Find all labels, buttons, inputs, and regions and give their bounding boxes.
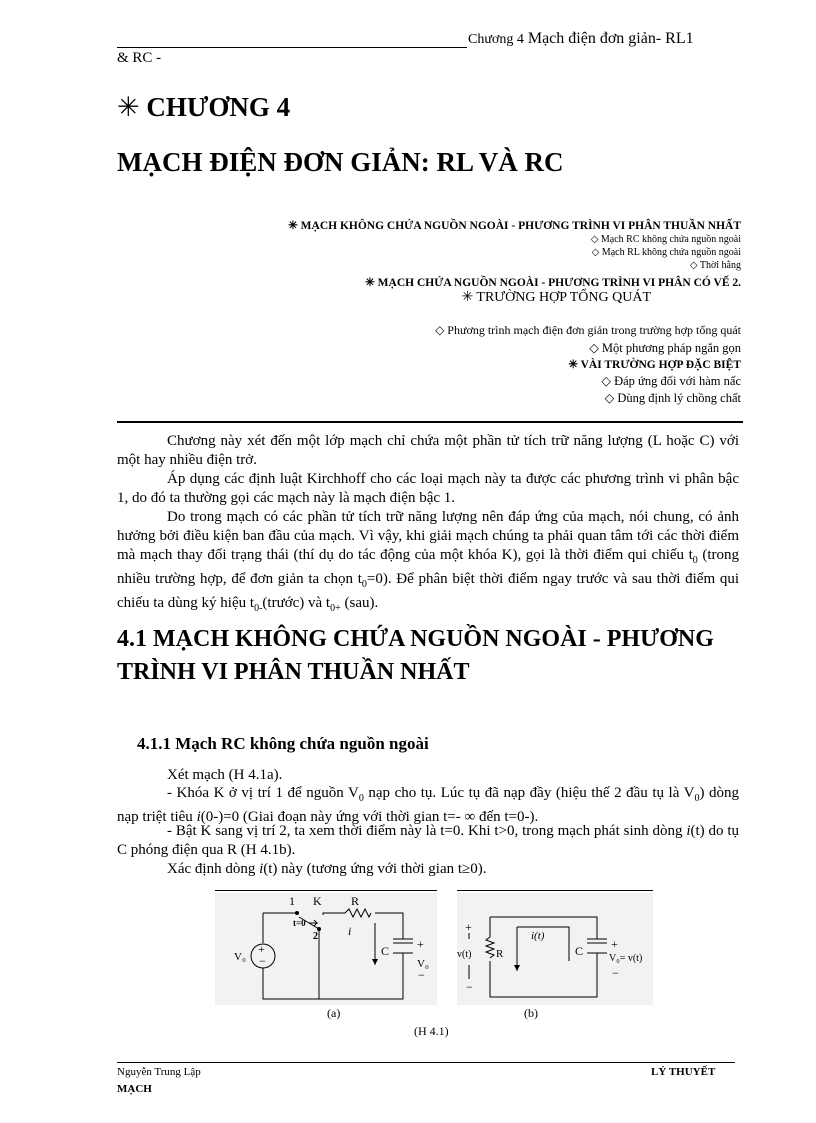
figure-b-caption: (b) — [524, 1006, 538, 1020]
footer-left-label: MẠCH — [117, 1083, 152, 1095]
figure-caption: (H 4.1) — [414, 1024, 449, 1038]
cap-b-minus: − — [612, 966, 619, 980]
toc-item: ◇ Thời hằng — [689, 260, 741, 271]
label-current-i: i — [348, 924, 352, 938]
chapter-title: MẠCH ĐIỆN ĐƠN GIẢN: RL VÀ RC — [117, 147, 564, 177]
intro-paragraph-2: Áp dụng các định luật Kirchhoff cho các loại mạch này ta được các phương trình vi phân bậc 1, do đó ta thường gọi các mạch này là mạch điện bậc 1. — [117, 471, 739, 506]
toc-item: ◇ Dùng định lý chồng chất — [604, 391, 741, 405]
capacitor-plus: + — [417, 937, 424, 951]
label-cap-voltage: V₀= v(t) — [609, 953, 643, 964]
toc-item: ◇ Một phương pháp ngắn gọn — [589, 341, 741, 355]
subsection-title: 4.1.1 Mạch RC không chứa nguồn ngoài — [137, 734, 429, 753]
label-capacitor-c-b: C — [575, 944, 584, 958]
footer-rule — [117, 1062, 735, 1063]
label-source-v0: V₀ — [234, 951, 246, 963]
toc-item: ◇ Đáp ứng đối với hàm nấc — [601, 374, 741, 388]
header-chapter-title: Mạch điện đơn giản- RL — [527, 30, 686, 47]
circuit-diagram-b — [457, 893, 657, 1028]
section-title: 4.1 MẠCH KHÔNG CHỨA NGUỒN NGOÀI - PHƯƠNG TRÌNH VI PHÂN THUẦN NHẤT — [117, 626, 714, 685]
intro-paragraph-1: Chương này xét đến một lớp mạch chỉ chứa một phần tử tích trữ năng lượng (L hoặc C) với một hay nhiều điện trở. — [117, 433, 739, 468]
label-terminal-1: 1 — [289, 894, 295, 908]
intro-paragraph-3: Do trong mạch có các phần tử tích trữ năng lượng nên đáp ứng của mạch, nói chung, có ảnh hưởng bởi điều kiện ban đầu của mạch. Vì vậy, khi giải mạch chúng ta phải quan tâm tới các thời điểm mà mạch thay đổi trạng thái (thí dụ do tác động của một khóa K), gọi là thời điểm qui chiếu $t_0$ (trong nhiều trường hợp, để đơn giản ta chọn $t_0=0$). Để phân biệt thời điểm ngay trước và sau thời điểm qui chiếu ta dùng ký hiệu $t_{0-}(trước)$ và $t_{0+}$ (sau). — [117, 509, 739, 614]
label-capacitor-c: C — [381, 944, 390, 958]
label-t0: t=0 — [293, 918, 306, 928]
running-header — [468, 30, 694, 48]
toc-item: ◇ Mạch RC không chứa nguồn ngoài — [590, 234, 741, 245]
header-page-number: 1 — [685, 30, 694, 47]
section-separator — [117, 421, 743, 423]
source-minus: − — [259, 954, 266, 968]
label-resistor-r-b: R — [496, 948, 504, 960]
toc-item: ◇ Mạch RL không chứa nguồn ngoài — [591, 247, 741, 258]
body-line-4: Xác định dòng i(t) này (tương ứng với thời gian t≥0). — [167, 861, 487, 877]
chapter-label — [117, 92, 290, 123]
header-continuation: & RC - — [117, 50, 162, 66]
source-plus: + — [258, 942, 265, 956]
label-cap-v0: V₀ — [417, 958, 429, 970]
toc-item: ✳ TRƯỜNG HỢP TỔNG QUÁT — [461, 290, 651, 305]
chapter-star-icon: ✳ — [117, 92, 140, 122]
chapter-label-text: CHƯƠNG 4 — [146, 92, 291, 122]
toc-item: ✳ MẠCH CHỨA NGUỒN NGOÀI - PHƯƠNG TRÌNH VI PHÂN CÓ VẾ 2. — [365, 277, 741, 289]
body-line-1: Xét mạch (H 4.1a). — [167, 767, 283, 783]
figure-a-caption: (a) — [327, 1006, 341, 1020]
toc-item: ✳ VÀI TRƯỜNG HỢP ĐẶC BIỆT — [568, 359, 741, 371]
toc-item: ✳ MẠCH KHÔNG CHỨA NGUỒN NGOÀI - PHƯƠNG TRÌNH VI PHÂN THUẦN NHẤT — [288, 220, 741, 232]
toc-item: ◇ Phương trình mạch điện đơn giản trong trường hợp tổng quát — [435, 323, 741, 337]
switch-terminal-1 — [295, 911, 299, 915]
vt-minus: − — [466, 980, 473, 994]
label-current-it: i(t) — [531, 930, 545, 942]
vt-plus: + — [465, 920, 472, 934]
footer-right-label: LÝ THUYẾT — [651, 1066, 716, 1078]
figure-a-top-rule — [215, 890, 437, 891]
label-voltage-vt: v(t) — [457, 949, 472, 960]
cap-b-plus: + — [611, 937, 618, 951]
footer-author: Nguyễn Trung Lập — [117, 1066, 201, 1078]
body-paragraph-3: - Bật K sang vị trí 2, ta xem thời điểm này là t=0. Khi t>0, trong mạch phát sinh dòng i(t) do tụ C phóng điện qua R (H 4.1b). — [117, 823, 740, 858]
label-resistor-r: R — [351, 894, 360, 908]
header-rule — [117, 47, 467, 48]
circuit-diagram-a — [215, 893, 447, 1028]
label-terminal-2: 2 — [313, 931, 318, 942]
body-paragraph-2: - Khóa K ở vị trí 1 để nguồn $V_0$ nạp cho tụ. Lúc tụ đã nạp đầy (hiệu thế 2 đầu tụ là $V_0$) dòng nạp triệt tiêu i(0-)=0 (Giai đoạn này ứng với thời gian t=- ∞ đến t=0-). — [117, 785, 740, 825]
header-chapter-prefix: Chương 4 — [468, 32, 524, 47]
label-switch-k: K — [313, 894, 322, 908]
capacitor-minus: − — [418, 968, 425, 982]
figure-b-top-rule — [457, 890, 653, 891]
